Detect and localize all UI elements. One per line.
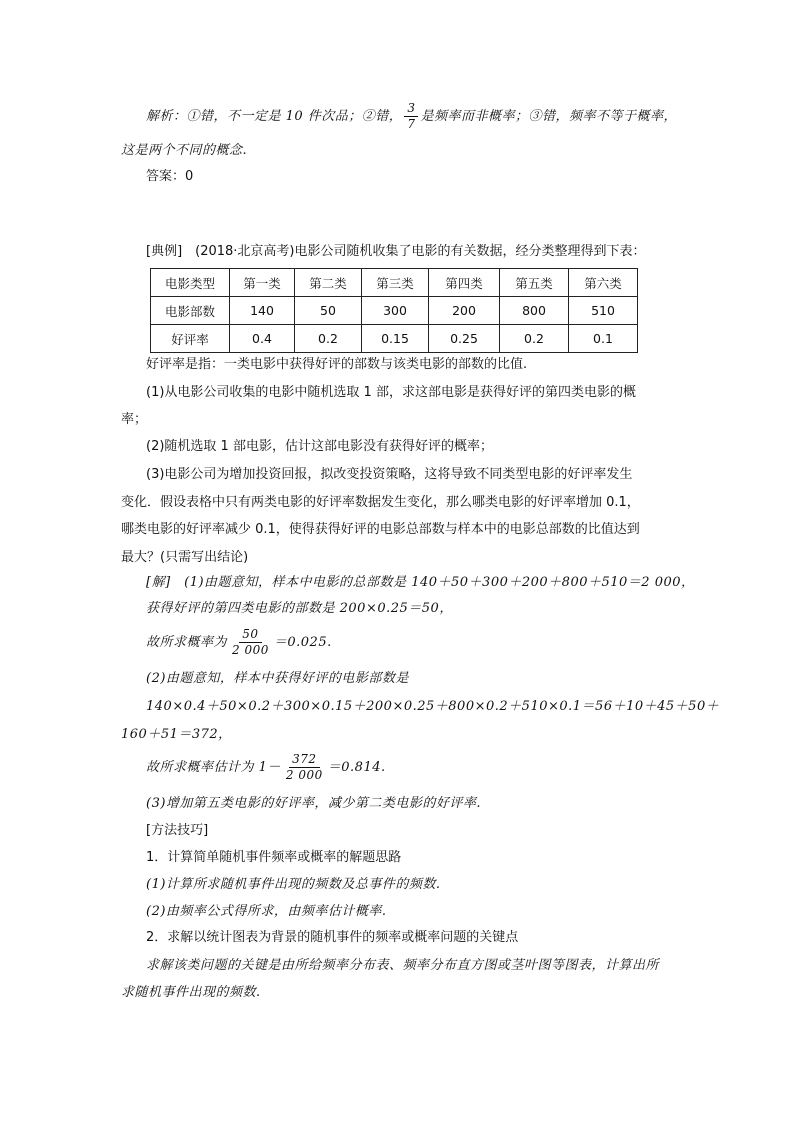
table-cell: 0.2 xyxy=(295,325,362,353)
fraction-denominator: 7 xyxy=(407,117,416,131)
answer-step-2-d-pre: 故所求概率估计为 1－ xyxy=(146,760,281,775)
answer-step-2-d xyxy=(146,752,386,783)
table-cell: 第六类 xyxy=(569,269,638,297)
answer-step-1-c-post: ＝0.025. xyxy=(273,635,332,650)
solution-line-2: 这是两个不同的概念. xyxy=(121,143,248,158)
solution-answer: 答案：0 xyxy=(146,169,194,184)
table-cell: 第四类 xyxy=(429,269,500,297)
tips-heading: [方法技巧] xyxy=(146,823,209,838)
table-cell: 0.2 xyxy=(500,325,569,353)
table-cell: 第五类 xyxy=(500,269,569,297)
table-cell: 800 xyxy=(500,297,569,325)
answer-step-2-d-post: ＝0.814. xyxy=(327,760,386,775)
answer-step-2-b: 140×0.4＋50×0.2＋300×0.15＋200×0.25＋800×0.2＋510×0.1＝56＋10＋45＋50＋ xyxy=(146,699,720,714)
table-cell: 300 xyxy=(362,297,429,325)
answer-step-1-c xyxy=(146,627,332,658)
table-cell: 0.25 xyxy=(429,325,500,353)
table-cell: 第二类 xyxy=(295,269,362,297)
table-row xyxy=(151,297,638,325)
tip-2-b: 求随机事件出现的频数. xyxy=(121,985,261,1000)
question-3-line-4: 最大？(只需写出结论) xyxy=(121,550,249,565)
question-1-line-2: 率； xyxy=(121,412,148,427)
table-cell: 200 xyxy=(429,297,500,325)
tip-1-title: 1．计算简单随机事件频率或概率的解题思路 xyxy=(146,850,402,865)
table-header-row xyxy=(151,269,638,297)
table-cell: 第一类 xyxy=(230,269,295,297)
example-intro: [典例] (2018·北京高考)电影公司随机收集了电影的有关数据，经分类整理得到下表： xyxy=(146,244,646,259)
table-cell: 510 xyxy=(569,297,638,325)
question-2: (2)随机选取 1 部电影，估计这部电影没有获得好评的概率； xyxy=(146,439,493,454)
fraction-50-2000 xyxy=(229,627,272,658)
tip-2-a: 求解该类问题的关键是由所给频率分布表、频率分布直方图或茎叶图等图表，计算出所 xyxy=(146,958,660,973)
table-cell: 第三类 xyxy=(362,269,429,297)
question-3-line-3: 哪类电影的好评率减少 0.1，使得获得好评的电影总部数与样本中的电影总部数的比值达到 xyxy=(121,522,640,537)
fraction-denominator: 2 000 xyxy=(232,643,269,657)
answer-step-1-c-pre: 故所求概率为 xyxy=(146,635,228,650)
table-cell: 140 xyxy=(230,297,295,325)
movie-data-table xyxy=(150,268,638,353)
question-1-line-1: (1)从电影公司收集的电影中随机选取 1 部，求这部电影是获得好评的第四类电影的概 xyxy=(146,385,636,400)
solution-line-1 xyxy=(146,101,677,132)
table-cell: 电影部数 xyxy=(151,297,230,325)
question-3-line-1: (3)电影公司为增加投资回报，拟改变投资策略，这将导致不同类型电影的好评率发生 xyxy=(146,467,633,482)
fraction-numerator: 372 xyxy=(289,752,319,768)
fraction-372-2000 xyxy=(283,752,326,783)
fraction-3-7 xyxy=(404,101,418,132)
answer-step-2-c: 160＋51＝372， xyxy=(121,727,232,742)
fraction-denominator: 2 000 xyxy=(285,768,323,782)
tip-1-b: (2)由频率公式得所求，由频率估计概率. xyxy=(146,904,387,919)
table-cell: 0.4 xyxy=(230,325,295,353)
table-cell: 0.1 xyxy=(569,325,638,353)
answer-step-1-a: [解] (1)由题意知，样本中电影的总部数是 140＋50＋300＋200＋800＋510＝2 000， xyxy=(146,575,695,590)
solution-text-b: 是频率而非概率；③错，频率不等于概率， xyxy=(420,109,677,124)
table-cell: 50 xyxy=(295,297,362,325)
solution-text-a: 解析：①错，不一定是 10 件次品；②错， xyxy=(146,109,403,124)
fraction-numerator: 3 xyxy=(404,101,418,117)
table-cell: 0.15 xyxy=(362,325,429,353)
table-cell: 好评率 xyxy=(151,325,230,353)
example-note: 好评率是指：一类电影中获得好评的部数与该类电影的部数的比值. xyxy=(146,357,528,372)
table-cell: 电影类型 xyxy=(151,269,230,297)
question-3-line-2: 变化．假设表格中只有两类电影的好评率数据发生变化，那么哪类电影的好评率增加 0.1， xyxy=(121,495,640,510)
answer-step-1-b: 获得好评的第四类电影的部数是 200×0.25＝50， xyxy=(146,601,453,616)
answer-step-2-a: (2)由题意知，样本中获得好评的电影部数是 xyxy=(146,671,409,686)
answer-step-3: (3)增加第五类电影的好评率，减少第二类电影的好评率. xyxy=(146,796,482,811)
fraction-numerator: 50 xyxy=(239,627,261,643)
tip-1-a: (1)计算所求随机事件出现的频数及总事件的频数. xyxy=(146,877,441,892)
table-row xyxy=(151,325,638,353)
tip-2-title: 2．求解以统计图表为背景的随机事件的频率或概率问题的关键点 xyxy=(146,930,519,945)
